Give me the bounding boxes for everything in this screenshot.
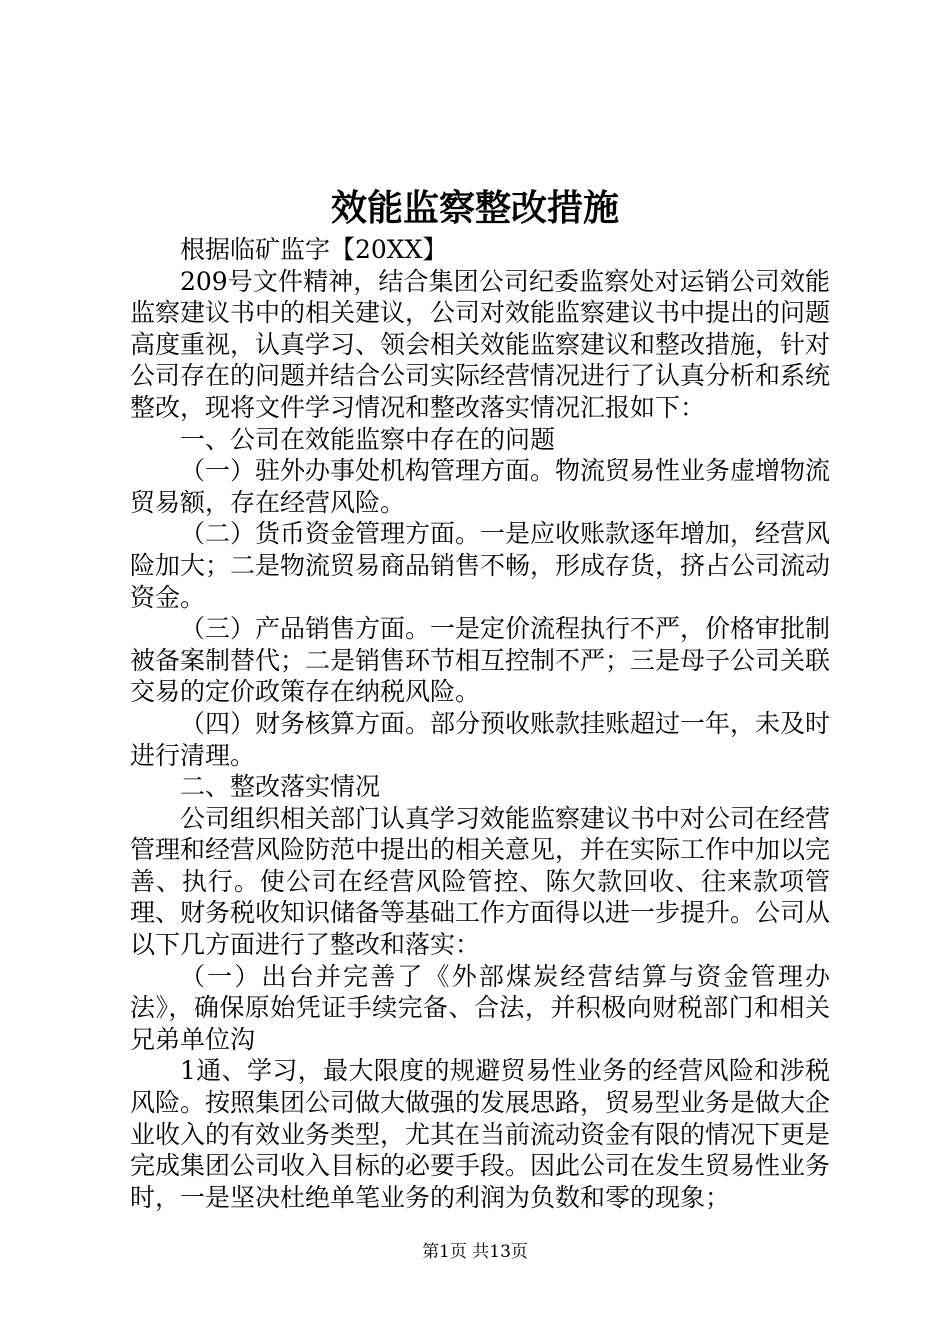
page-number-footer: 第1页 共13页 [422, 1242, 528, 1262]
paragraph-6: （三）产品销售方面。一是定价流程执行不严，价格审批制被备案制替代；二是销售环节相互控制不严；三是母子公司关联交易的定价政策存在纳税风险。 [130, 614, 831, 707]
paragraph-10: （一）出台并完善了《外部煤炭经营结算与资金管理办法》，确保原始凭证手续完备、合法，并积极向财税部门和相关兄弟单位沟 [130, 961, 830, 1054]
paragraph-9: 公司组织相关部门认真学习效能监察建议书中对公司在经营管理和经营风险防范中提出的相关意见，并在实际工作中加以完善、执行。使公司在经营风险管控、陈欠款回收、往来款项管理、财务税收知识储备等基础工作方面得以进一步提升。公司从以下几方面进行了整改和落实： [130, 803, 831, 960]
document-title: 效能监察整改措施 [330, 187, 619, 229]
paragraph-4: （一）驻外办事处机构管理方面。物流贸易性业务虚增物流贸易额，存在经营风险。 [130, 456, 831, 517]
paragraph-7: （四）财务核算方面。部分预收账款挂账超过一年，未及时进行清理。 [130, 708, 831, 770]
paragraph-8: 二、整改落实情况 [180, 772, 381, 802]
paragraph-3: 一、公司在效能监察中存在的问题 [180, 424, 556, 454]
document-body [130, 234, 830, 1213]
paragraph-11: 1通、学习，最大限度的规避贸易性业务的经营风险和涉税风险。按照集团公司做大做强的发展思路，贸易型业务是做大企业收入的有效业务类型，尤其在当前流动资金有限的情况下更是完成集团公司收入目标的必要手段。因此公司在发生贸易性业务时，一是坚决杜绝单笔业务的利润为负数和零的现象； [130, 1056, 831, 1212]
paragraph-1: 根据临矿监字【20XX】 [180, 235, 448, 264]
paragraph-2: 209号文件精神，结合集团公司纪委监察处对运销公司效能监察建议书中的相关建议，公司对效能监察建议书中提出的问题高度重视，认真学习、领会相关效能监察建议和整改措施，针对公司存在的问题并结合公司实际经营情况进行了认真分析和系统整改，现将文件学习情况和整改落实情况汇报如下： [130, 266, 831, 422]
paragraph-5: （二）货币资金管理方面。一是应收账款逐年增加，经营风险加大；二是物流贸易商品销售不畅，形成存货，挤占公司流动资金。 [130, 519, 831, 612]
